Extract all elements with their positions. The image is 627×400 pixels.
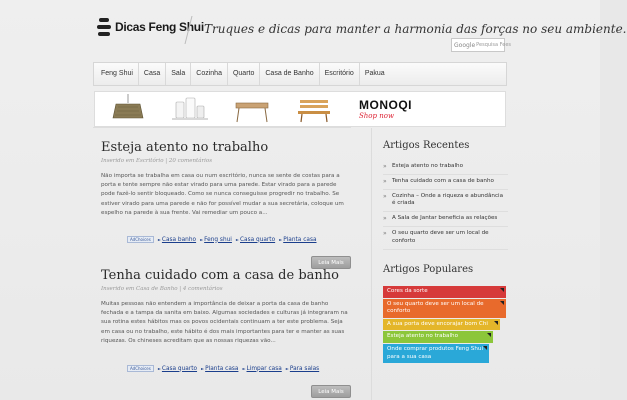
post-title[interactable]: Tenha cuidado com a casa de banho (101, 268, 339, 283)
popular-post-label: Onde comprar produtos Feng Shui para a sua casa (387, 345, 483, 360)
ad-lamp-image[interactable] (99, 94, 157, 124)
corner-arrow-icon (483, 346, 487, 350)
popular-post-link[interactable] (383, 299, 506, 318)
tag-link[interactable]: ► Feng shui (200, 237, 232, 243)
tag-link[interactable]: ► Casa quarto (158, 366, 197, 372)
tag-link[interactable]: ► Para salas (286, 366, 319, 372)
popular-post-label: O seu quarto deve ser um local de conforto (387, 300, 484, 315)
tag-link[interactable]: ► Casa quarto (236, 237, 275, 243)
search-placeholder: Pesquisa Fees (476, 42, 512, 48)
ad-shop-now[interactable]: Shop now (359, 112, 394, 120)
ad-bench-image[interactable] (285, 94, 343, 124)
recent-post-link[interactable]: » Cozinha – Onde a riqueza e abundância é criada (383, 190, 508, 213)
popular-post-link[interactable] (383, 319, 500, 331)
nav-item-pakua[interactable]: Pakua (364, 70, 385, 77)
corner-arrow-icon (500, 288, 504, 292)
adchoices-badge[interactable]: AdChoices (127, 365, 154, 372)
corner-arrow-icon (500, 301, 504, 305)
read-more-button[interactable]: Leia Mais (311, 256, 351, 269)
post-excerpt: Muitas pessoas não entendem a importância de deixar a porta da casa de banho fechada e a tampa da sanita em baixo. Algumas sociedades e culturas já integraram na sua rotina estes hábitos mas os povos ocidentais continuam a ter este problema. Seja em casa ou no trabalho, este hábito é dos mais importantes para ter e manter as suas riquezas. Os chineses acreditam que as nossas riquezas vão... (101, 301, 348, 344)
google-logo: Google (454, 41, 476, 49)
corner-arrow-icon (494, 321, 498, 325)
recent-posts-title: Artigos Recentes (383, 140, 470, 151)
popular-post-link[interactable] (383, 344, 489, 363)
search-input[interactable] (451, 38, 512, 52)
ad-brand-name: MONOQI (359, 98, 412, 112)
ad-table-image[interactable] (223, 94, 281, 124)
stones-logo-icon (97, 18, 111, 36)
tag-link[interactable]: ► Planta casa (201, 366, 238, 372)
post-meta: Inserido em Casa de Banho | 4 comentários (101, 286, 223, 292)
popular-post-link[interactable] (383, 331, 493, 343)
recent-post-link[interactable]: » O seu quarto deve ser um local de conforto (383, 227, 508, 250)
ad-banner[interactable] (94, 91, 506, 127)
post-1 (101, 140, 351, 218)
read-more-button[interactable]: Leia Mais (311, 385, 351, 398)
recent-post-link[interactable]: » Tenha cuidado com a casa de banho (383, 175, 508, 190)
popular-post-label: Cores da sorte (387, 288, 428, 294)
post-title[interactable]: Esteja atento no trabalho (101, 140, 269, 155)
recent-posts-list (383, 160, 508, 250)
post-excerpt: Não importa se trabalha em casa ou num escritório, nunca se sente de costas para a porta e tente sempre não estar virado para uma parede. Estar virado para a parede pode fazê-lo sentir bloqueado. Como se nunca conseguisse progredir no trabalho. Se estiver virado para uma parede e não for possível mudar a sua secretária, coloque um espelho na parede à sua frente. Vai remediar um pouco a... (101, 173, 344, 216)
popular-posts-list (383, 286, 508, 364)
content-divider (93, 127, 351, 128)
site-name: Dicas Feng Shui (115, 20, 204, 34)
nav-item-sala[interactable]: Sala (166, 63, 191, 85)
post-1-tags (127, 236, 317, 243)
corner-arrow-icon (487, 333, 491, 337)
main-nav (93, 62, 507, 86)
post-meta: Inserido em Escritório | 20 comentários (101, 158, 213, 164)
recent-post-link[interactable]: » A Sala de Jantar beneficia as relações (383, 212, 508, 227)
nav-item-cozinha[interactable]: Cozinha (191, 63, 228, 85)
popular-posts-title: Artigos Populares (383, 264, 474, 275)
adchoices-badge[interactable]: AdChoices (127, 236, 154, 243)
tag-link[interactable]: ► Planta casa (279, 237, 316, 243)
tag-link[interactable]: ► Casa banho (158, 237, 196, 243)
nav-item-casa-de-banho[interactable]: Casa de Banho (260, 63, 319, 85)
recent-post-link[interactable]: » Esteja atento no trabalho (383, 160, 508, 175)
ad-brand-logo[interactable] (359, 98, 412, 120)
popular-post-label: Esteja atento no trabalho (387, 333, 459, 340)
nav-item-quarto[interactable]: Quarto (228, 63, 260, 85)
post-2 (101, 268, 351, 346)
post-2-tags (127, 365, 319, 372)
ad-vases-image[interactable] (161, 94, 219, 124)
sidebar-divider (371, 128, 372, 400)
site-tagline: Truques e dicas para manter a harmonia das forças no seu ambiente. (204, 22, 627, 36)
nav-item-escritorio[interactable]: Escritório (320, 63, 360, 85)
tag-link[interactable]: ► Limpar casa (242, 366, 281, 372)
popular-post-label: A sua porta deve encorajar bom Chi (387, 320, 488, 327)
nav-item-feng-shui[interactable]: Feng Shui (96, 63, 139, 85)
popular-post-link[interactable] (383, 286, 506, 298)
nav-item-casa[interactable]: Casa (139, 63, 166, 85)
